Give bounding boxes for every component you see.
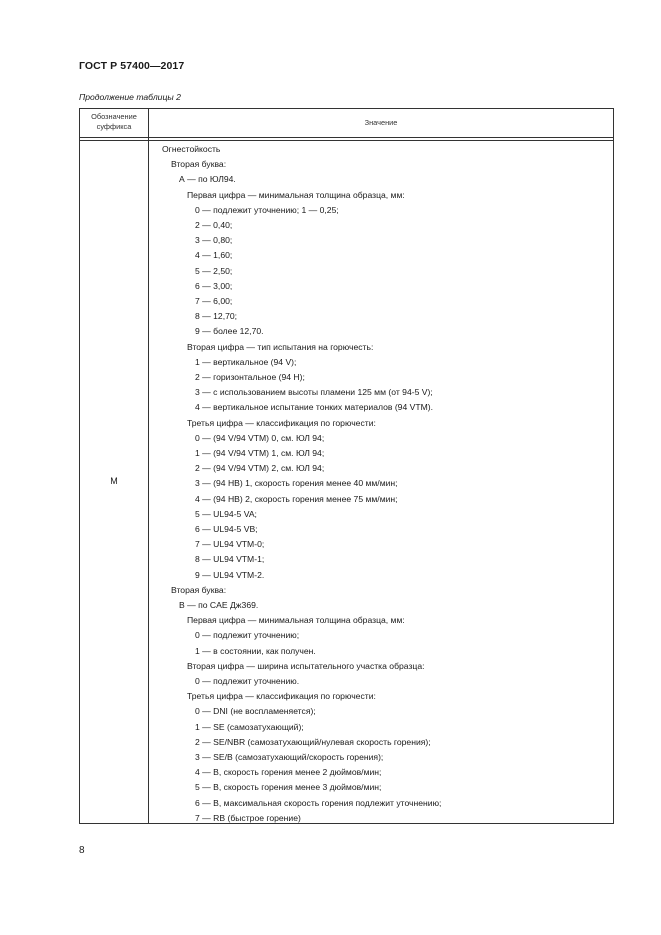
value-line: 4 — В, скорость горения менее 2 дюймов/мин; — [195, 767, 382, 778]
value-line: 3 — с использованием высоты пламени 125 мм (от 94-5 V); — [195, 387, 433, 398]
value-line: 2 — горизонтальное (94 Н); — [195, 372, 305, 382]
value-line: 3 — 0,80; — [195, 235, 233, 246]
value-line: Вторая буква: — [171, 584, 227, 595]
suffix-cell: M — [110, 476, 118, 486]
value-line: 9 — более 12,70. — [195, 326, 264, 337]
value-line: Первая цифра — минимальная толщина образца, мм: — [187, 615, 405, 626]
value-line: А — по ЮЛ94. — [179, 174, 236, 185]
value-line: 5 — В, скорость горения менее 3 дюймов/мин; — [195, 782, 382, 793]
value-line: 3 — (94 НВ) 1, скорость горения менее 40 мм/мин; — [195, 478, 398, 489]
value-line: 4 — вертикальное испытание тонких материалов (94 VTM). — [195, 402, 434, 413]
table-caption: Продолжение таблицы 2 — [79, 92, 181, 102]
value-line: 0 — подлежит уточнению; 1 — 0,25; — [195, 204, 339, 215]
value-line: 0 — подлежит уточнению. — [195, 676, 300, 686]
column-divider — [148, 109, 149, 823]
value-line: 5 — 2,50; — [195, 265, 233, 276]
value-line: 1 — SE (самозатухающий); — [195, 721, 304, 732]
value-line: 8 — 12,70; — [195, 311, 238, 322]
value-line: 0 — DNI (не воспламеняется); — [195, 706, 316, 717]
value-line: 1 — (94 V/94 VTM) 1, см. ЮЛ 94; — [195, 448, 325, 458]
document-title: ГОСТ Р 57400—2017 — [79, 60, 185, 72]
value-line: 7 — 6,00; — [195, 296, 233, 306]
value-line: 6 — UL94-5 VB; — [195, 524, 258, 534]
value-line: 5 — UL94-5 VA; — [195, 508, 257, 519]
value-line: Вторая буква: — [171, 159, 227, 170]
standard-table — [79, 108, 614, 824]
value-line: Первая цифра — минимальная толщина образца, мм: — [187, 189, 405, 200]
value-line: 0 — подлежит уточнению; — [195, 630, 300, 641]
value-line: 3 — SE/B (самозатухающий/скорость горения); — [195, 752, 384, 762]
value-line: 6 — 3,00; — [195, 280, 233, 291]
header-suffix-line-2: суффикса — [96, 121, 132, 131]
value-line: 9 — UL94 VTM-2. — [195, 569, 265, 580]
value-line: Третья цифра — классификация по горючести: — [187, 417, 376, 428]
header-value: Значение — [364, 118, 398, 127]
value-line: Вторая цифра — тип испытания на горючесть: — [187, 341, 374, 352]
value-line: 2 — (94 V/94 VTM) 2, см. ЮЛ 94; — [195, 463, 325, 474]
value-line: Третья цифра — классификация по горючести: — [187, 691, 376, 702]
header-suffix-designation — [80, 112, 148, 131]
header-divider — [80, 137, 613, 141]
value-line: Огнестойкость — [162, 144, 221, 154]
value-line: 1 — вертикальное (94 V); — [195, 356, 297, 367]
value-line: 7 — UL94 VTM-0; — [195, 539, 265, 550]
value-line: 2 — SE/NBR (самозатухающий/нулевая скорость горения); — [195, 736, 431, 747]
page-number: 8 — [79, 845, 85, 856]
header-suffix-line-1: Обозначение — [91, 112, 137, 121]
value-line: 4 — 1,60; — [195, 250, 233, 261]
value-line: 8 — UL94 VTM-1; — [195, 554, 265, 565]
value-line: В — по CAE Дж369. — [179, 600, 259, 610]
value-line: Вторая цифра — ширина испытательного участка образца: — [187, 660, 425, 671]
value-line: 7 — RB (быстрое горение) — [195, 812, 301, 823]
value-line: 2 — 0,40; — [195, 220, 233, 230]
value-line: 0 — (94 V/94 VTM) 0, см. ЮЛ 94; — [195, 432, 325, 443]
value-line: 6 — В, максимальная скорость горения подлежит уточнению; — [195, 797, 442, 808]
value-line: 4 — (94 НВ) 2, скорость горения менее 75 мм/мин; — [195, 493, 398, 504]
value-line: 1 — в состоянии, как получен. — [195, 645, 316, 656]
